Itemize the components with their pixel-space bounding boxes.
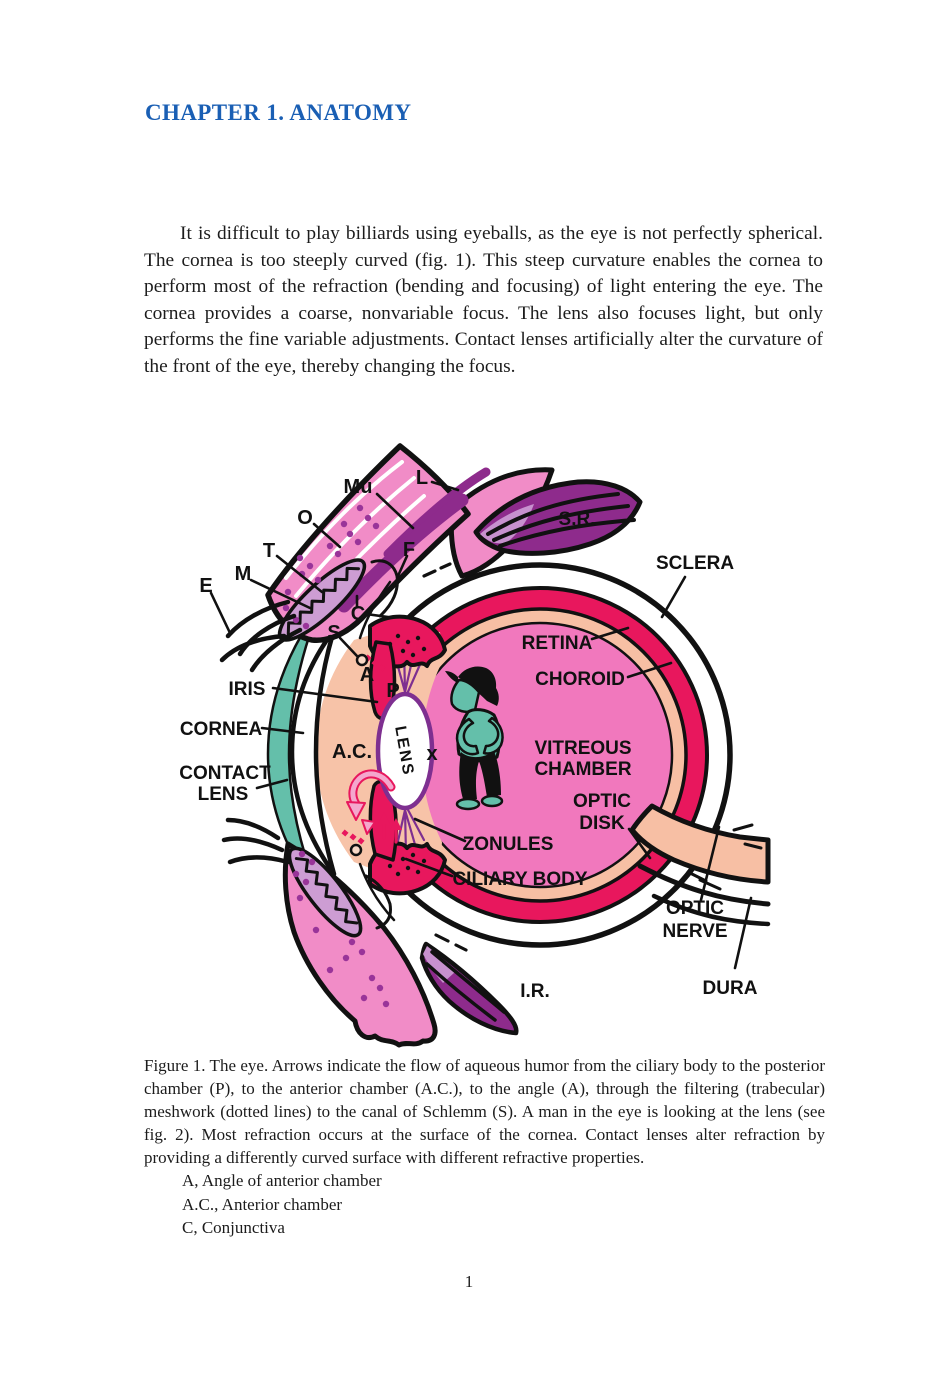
legend-item-angle: A, Angle of anterior chamber bbox=[182, 1171, 382, 1191]
page-title: CHAPTER 1. ANATOMY bbox=[145, 100, 412, 125]
label-vitreous-1: VITREOUS bbox=[534, 738, 632, 759]
figure-caption: Figure 1. The eye. Arrows indicate the flow of aqueous humor from the ciliary body to the posterior chamber (P), to the anterior chamber (A.C.), to the angle (A), through the filtering (trabecular) meshwork (dotted lines) to the canal of Schlemm (S). A man in the eye is looking at the lens (see fig. 2). Most refraction occurs at the surface of the cornea. Contact lenses alter refraction by providing a differently curved surface with different refractive properties. bbox=[144, 1056, 825, 1168]
label-sclera: SCLERA bbox=[655, 553, 735, 574]
label-posterior-chamber: P bbox=[386, 680, 400, 702]
lower-eyelashes bbox=[224, 820, 288, 862]
canal-of-schlemm-lower bbox=[351, 845, 361, 855]
label-superior-rectus: S.R. bbox=[558, 509, 596, 530]
label-dura: DURA bbox=[702, 978, 758, 999]
legend-item-anterior-chamber: A.C., Anterior chamber bbox=[182, 1194, 343, 1214]
label-contact-lens-2: LENS bbox=[197, 784, 249, 805]
label-x: x bbox=[426, 743, 438, 765]
label-vitreous-2: CHAMBER bbox=[534, 759, 632, 780]
label-choroid: CHOROID bbox=[535, 669, 625, 690]
label-anterior-chamber: A.C. bbox=[332, 741, 372, 763]
label-fornix: F bbox=[402, 539, 416, 561]
label-orbicularis: O bbox=[297, 507, 313, 529]
label-retina: RETINA bbox=[521, 633, 593, 654]
inferior-rectus-muscle bbox=[422, 944, 516, 1033]
label-muellers-muscle: Mu bbox=[343, 476, 373, 498]
label-optic-disk-1: OPTIC bbox=[572, 791, 632, 812]
label-contact-lens-1: CONTACT bbox=[179, 763, 271, 784]
label-levator: L bbox=[415, 467, 429, 489]
label-schlemm: S bbox=[327, 622, 341, 644]
man-shoe-2 bbox=[482, 796, 502, 806]
label-tarsal-plate: T bbox=[262, 540, 276, 562]
eye-anatomy-figure bbox=[0, 430, 938, 1062]
label-iris: IRIS bbox=[228, 679, 266, 700]
label-meibomian: M bbox=[234, 563, 252, 585]
page-number: 1 bbox=[464, 1272, 474, 1291]
label-ciliary-body: CILIARY BODY bbox=[452, 869, 588, 890]
legend-item-conjunctiva: C, Conjunctiva bbox=[182, 1217, 285, 1237]
man-shoe-1 bbox=[457, 799, 479, 809]
label-optic-nerve-2: NERVE bbox=[662, 921, 728, 942]
label-optic-nerve-1: OPTIC bbox=[665, 898, 725, 919]
label-zonules: ZONULES bbox=[462, 834, 554, 855]
label-lens: LENS bbox=[391, 724, 417, 778]
label-eyelashes: E bbox=[199, 575, 213, 597]
body-paragraph: It is difficult to play billiards using eyeballs, as the eye is not perfectly spherical. The cornea is too steeply curved (fig. 1). This steep curvature enables the cornea to perform most of the refraction (bending and focusing) of light entering the eye. The cornea provides a coarse, nonvariable focus. The lens also focuses light, but only performs the fine variable adjustments. Contact lenses artificially alter the curvature of the front of the eye, thereby changing the focus. bbox=[144, 223, 823, 377]
label-optic-disk-2: DISK bbox=[579, 813, 625, 834]
label-conjunctiva: C bbox=[350, 603, 366, 625]
figure-caption-block bbox=[144, 1054, 825, 1239]
label-angle: A bbox=[359, 664, 375, 686]
label-inferior-rectus: I.R. bbox=[520, 981, 550, 1002]
label-cornea: CORNEA bbox=[179, 719, 263, 740]
